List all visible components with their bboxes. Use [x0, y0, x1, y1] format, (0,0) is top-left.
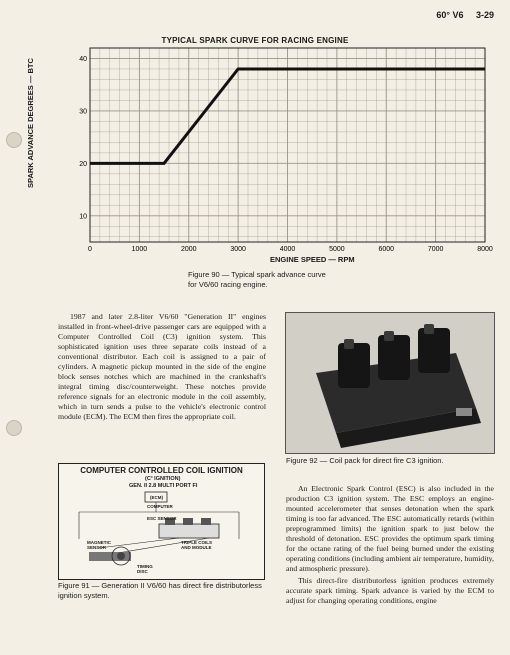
x-axis-label: ENGINE SPEED — RPM [270, 255, 355, 264]
x-tick-label: 1000 [131, 246, 148, 253]
left-paragraph: 1987 and later 2.8-liter V6/60 "Generation II" engines installed in front-wheel-drive passenger cars are equipped with a Computer Controlled Coil (C3) ignition system. This sophisticated ignition uses three separate coils instead of a conventional distributor. Each coil is assigned to a pair of cylinders. A magnetic pickup mounted in the side of the engine block senses notches which are machined in the crankshaft's integral timing disc/counterweight. These notches provide reference signals for an electronic module in the coil assembly, which in turn sends a pulse to the vehicle's electronic control module (ECM). The ECM then fires the appropriate coil. [58, 312, 266, 421]
y-tick-label: 40 [79, 55, 87, 63]
left-column-text [58, 312, 266, 424]
x-tick-label: 7000 [427, 246, 444, 253]
y-tick-label: 20 [79, 160, 87, 168]
right-paragraph-2: This direct-fire distributorless ignition produces extremely accurate spark timing. Spark advance is varied by the ECM to adjust for changing operating conditions, engine [286, 576, 494, 605]
figure-91-caption: Figure 91 — Generation II V6/60 has direct fire distributorless ignition system. [58, 581, 262, 600]
chart-title: TYPICAL SPARK CURVE FOR RACING ENGINE [161, 36, 349, 45]
figure-92-caption: Figure 92 — Coil pack for direct fire C3 ignition. [286, 456, 444, 465]
x-tick-label: 6000 [378, 246, 395, 253]
ignition-schematic [59, 464, 264, 579]
y-tick-label: 30 [79, 108, 87, 116]
x-tick-label: 5000 [329, 246, 345, 253]
right-column-text [286, 484, 494, 608]
diagram-title: COMPUTER CONTROLLED COIL IGNITION [80, 466, 243, 475]
page-number: 3-29 [475, 10, 494, 20]
computer-label: COMPUTER [147, 504, 173, 509]
diagram-subtitle-2: GEN. II 2.8 MULTI PORT FI [129, 483, 198, 489]
diagram-subtitle: (C³ IGNITION) [145, 476, 181, 482]
magnetic-sensor-label: MAGNETIC SENSOR [87, 540, 111, 550]
coil-pack-photo [285, 312, 495, 454]
y-tick-label: 10 [79, 213, 87, 221]
spark-curve-chart [0, 0, 510, 270]
right-paragraph-1: An Electronic Spark Control (ESC) is also included in the production C3 ignition system. The ESC employs an engine-mounted accelerometer that senses detonation when the spark timing is too far advanced. The ESC automatically retards (within preprogrammed limits) the ignition spark to just below the threshold of detonation. ESC provides the optimum spark timing for the octane rating of the fuel being burned under the existing operating conditions (including ambient air temperature, humidity, and atmospheric pressure). [286, 484, 494, 573]
binder-hole [6, 420, 22, 436]
x-tick-label: 8000 [477, 246, 493, 253]
ecm-label: (ECM) [150, 495, 163, 500]
x-tick-label: 3000 [230, 246, 246, 253]
x-tick-label: 0 [88, 246, 92, 253]
x-tick-label: 4000 [279, 246, 296, 253]
coil-pack-image [286, 313, 494, 453]
x-tick-label: 2000 [180, 246, 197, 253]
figure-90-caption: Figure 90 — Typical spark advance curve for V6/60 racing engine. [188, 270, 326, 289]
y-axis-label: SPARK ADVANCE DEGREES — BTC [26, 58, 35, 188]
timing-disc-label: TIMING DISC [137, 564, 153, 574]
c3-ignition-diagram [58, 463, 265, 580]
esc-sensor-label: ESC SENSOR [147, 516, 177, 521]
header-title: 60° V6 [436, 10, 464, 20]
triple-coils-label: TRIPLE COILS AND MODULE [181, 540, 213, 550]
